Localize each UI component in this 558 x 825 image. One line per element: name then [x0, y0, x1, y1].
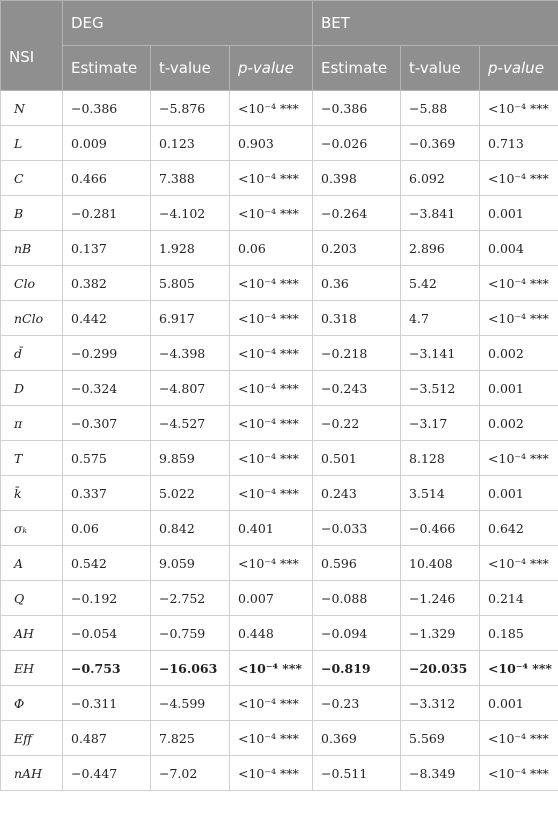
cell-nsi: C	[1, 161, 63, 196]
cell-deg-p: 0.007	[230, 581, 313, 616]
cell-bet-p: 0.001	[480, 686, 558, 721]
cell-bet-t: −3.312	[401, 686, 480, 721]
cell-nsi: d̄	[1, 336, 63, 371]
cell-bet-p: <10⁻⁴ ***	[480, 161, 558, 196]
cell-deg-t: 5.022	[151, 476, 230, 511]
cell-bet-t: −3.141	[401, 336, 480, 371]
cell-bet-est: −0.026	[313, 126, 401, 161]
cell-deg-t: −4.807	[151, 371, 230, 406]
header-group-bet: BET	[313, 1, 558, 46]
cell-deg-est: 0.06	[63, 511, 151, 546]
cell-nsi: B	[1, 196, 63, 231]
cell-bet-est: −0.218	[313, 336, 401, 371]
table-row	[1, 511, 558, 546]
table-row	[1, 686, 558, 721]
cell-bet-t: −20.035	[401, 651, 480, 686]
cell-bet-t: −1.246	[401, 581, 480, 616]
cell-nsi: nAH	[1, 756, 63, 791]
cell-bet-p: 0.002	[480, 336, 558, 371]
cell-nsi: AH	[1, 616, 63, 651]
table-row	[1, 406, 558, 441]
cell-bet-t: −0.466	[401, 511, 480, 546]
cell-deg-p: 0.06	[230, 231, 313, 266]
cell-deg-est: −0.447	[63, 756, 151, 791]
cell-deg-p: <10⁻⁴ ***	[230, 476, 313, 511]
table-row	[1, 301, 558, 336]
cell-bet-t: 6.092	[401, 161, 480, 196]
cell-bet-t: 2.896	[401, 231, 480, 266]
cell-nsi: Q	[1, 581, 63, 616]
cell-nsi: L	[1, 126, 63, 161]
cell-bet-t: −3.841	[401, 196, 480, 231]
cell-deg-t: −5.876	[151, 91, 230, 126]
header-deg-pvalue: p-value	[230, 46, 313, 91]
cell-nsi: A	[1, 546, 63, 581]
cell-bet-t: 8.128	[401, 441, 480, 476]
cell-deg-t: −7.02	[151, 756, 230, 791]
cell-bet-t: 4.7	[401, 301, 480, 336]
cell-deg-t: 7.825	[151, 721, 230, 756]
cell-nsi: T	[1, 441, 63, 476]
cell-bet-est: −0.511	[313, 756, 401, 791]
cell-deg-est: 0.337	[63, 476, 151, 511]
cell-deg-est: 0.009	[63, 126, 151, 161]
cell-deg-t: 9.059	[151, 546, 230, 581]
cell-nsi: D	[1, 371, 63, 406]
cell-deg-p: <10⁻⁴ ***	[230, 406, 313, 441]
cell-nsi: σₖ	[1, 511, 63, 546]
header-deg-estimate: Estimate	[63, 46, 151, 91]
cell-deg-est: −0.307	[63, 406, 151, 441]
cell-bet-est: −0.094	[313, 616, 401, 651]
cell-bet-est: −0.088	[313, 581, 401, 616]
table-row	[1, 126, 558, 161]
cell-bet-p: <10⁻⁴ ***	[480, 266, 558, 301]
table-header	[1, 1, 558, 91]
cell-bet-p: 0.713	[480, 126, 558, 161]
cell-deg-p: 0.448	[230, 616, 313, 651]
cell-deg-p: <10⁻⁴ ***	[230, 756, 313, 791]
cell-deg-est: −0.299	[63, 336, 151, 371]
header-bet-tvalue: t-value	[401, 46, 480, 91]
cell-deg-p: 0.401	[230, 511, 313, 546]
cell-deg-t: −0.759	[151, 616, 230, 651]
cell-bet-t: 5.569	[401, 721, 480, 756]
cell-bet-est: 0.36	[313, 266, 401, 301]
cell-bet-est: −0.243	[313, 371, 401, 406]
cell-bet-p: 0.001	[480, 476, 558, 511]
cell-deg-t: −4.527	[151, 406, 230, 441]
cell-deg-p: <10⁻⁴ ***	[230, 336, 313, 371]
cell-bet-t: 10.408	[401, 546, 480, 581]
cell-deg-p: <10⁻⁴ ***	[230, 161, 313, 196]
table-row	[1, 756, 558, 791]
cell-deg-est: −0.281	[63, 196, 151, 231]
table-row	[1, 371, 558, 406]
cell-deg-p: <10⁻⁴ ***	[230, 266, 313, 301]
cell-bet-p: <10⁻⁴ ***	[480, 301, 558, 336]
header-nsi: NSI	[1, 1, 63, 91]
cell-deg-t: 0.123	[151, 126, 230, 161]
table-row	[1, 581, 558, 616]
cell-deg-est: −0.386	[63, 91, 151, 126]
cell-bet-t: −5.88	[401, 91, 480, 126]
cell-bet-est: 0.369	[313, 721, 401, 756]
cell-deg-est: 0.466	[63, 161, 151, 196]
cell-bet-est: −0.264	[313, 196, 401, 231]
cell-bet-est: −0.819	[313, 651, 401, 686]
table-row	[1, 476, 558, 511]
table-body	[1, 91, 558, 791]
cell-deg-t: −16.063	[151, 651, 230, 686]
table-row	[1, 231, 558, 266]
table-row	[1, 441, 558, 476]
cell-bet-est: −0.386	[313, 91, 401, 126]
cell-deg-est: 0.382	[63, 266, 151, 301]
table-row	[1, 161, 558, 196]
cell-deg-est: 0.137	[63, 231, 151, 266]
table-row	[1, 721, 558, 756]
cell-bet-est: −0.033	[313, 511, 401, 546]
cell-bet-t: −0.369	[401, 126, 480, 161]
cell-deg-t: 7.388	[151, 161, 230, 196]
cell-bet-t: −3.17	[401, 406, 480, 441]
header-deg-tvalue: t-value	[151, 46, 230, 91]
cell-deg-p: <10⁻⁴ ***	[230, 91, 313, 126]
cell-deg-est: 0.542	[63, 546, 151, 581]
cell-deg-p: <10⁻⁴ ***	[230, 721, 313, 756]
table-row	[1, 91, 558, 126]
cell-bet-t: −1.329	[401, 616, 480, 651]
cell-nsi: Clo	[1, 266, 63, 301]
cell-nsi: Eff	[1, 721, 63, 756]
cell-deg-p: <10⁻⁴ ***	[230, 301, 313, 336]
cell-nsi: Φ	[1, 686, 63, 721]
cell-bet-p: <10⁻⁴ ***	[480, 651, 558, 686]
cell-bet-p: <10⁻⁴ ***	[480, 721, 558, 756]
cell-bet-p: 0.004	[480, 231, 558, 266]
header-bet-estimate: Estimate	[313, 46, 401, 91]
cell-bet-t: −8.349	[401, 756, 480, 791]
cell-deg-t: 6.917	[151, 301, 230, 336]
cell-nsi: nB	[1, 231, 63, 266]
cell-bet-p: 0.001	[480, 371, 558, 406]
cell-bet-p: <10⁻⁴ ***	[480, 441, 558, 476]
cell-bet-est: 0.398	[313, 161, 401, 196]
cell-bet-t: 3.514	[401, 476, 480, 511]
cell-deg-t: 9.859	[151, 441, 230, 476]
cell-bet-est: 0.243	[313, 476, 401, 511]
cell-deg-est: 0.442	[63, 301, 151, 336]
cell-deg-p: <10⁻⁴ ***	[230, 686, 313, 721]
cell-bet-est: 0.596	[313, 546, 401, 581]
cell-nsi: EH	[1, 651, 63, 686]
cell-nsi: k̄	[1, 476, 63, 511]
cell-deg-t: 1.928	[151, 231, 230, 266]
cell-bet-t: −3.512	[401, 371, 480, 406]
table-row	[1, 546, 558, 581]
cell-deg-t: −4.599	[151, 686, 230, 721]
cell-deg-est: 0.575	[63, 441, 151, 476]
cell-deg-est: −0.324	[63, 371, 151, 406]
cell-bet-est: 0.318	[313, 301, 401, 336]
cell-deg-p: <10⁻⁴ ***	[230, 546, 313, 581]
cell-bet-t: 5.42	[401, 266, 480, 301]
cell-bet-est: 0.501	[313, 441, 401, 476]
cell-deg-t: −4.102	[151, 196, 230, 231]
cell-deg-est: −0.753	[63, 651, 151, 686]
cell-bet-p: 0.002	[480, 406, 558, 441]
cell-deg-p: <10⁻⁴ ***	[230, 441, 313, 476]
cell-bet-p: 0.214	[480, 581, 558, 616]
cell-nsi: nClo	[1, 301, 63, 336]
cell-bet-est: 0.203	[313, 231, 401, 266]
cell-nsi: N	[1, 91, 63, 126]
table-row	[1, 196, 558, 231]
table-row	[1, 651, 558, 686]
cell-deg-est: −0.054	[63, 616, 151, 651]
cell-deg-t: 5.805	[151, 266, 230, 301]
cell-bet-est: −0.23	[313, 686, 401, 721]
cell-deg-t: −4.398	[151, 336, 230, 371]
table-row	[1, 616, 558, 651]
cell-bet-p: 0.642	[480, 511, 558, 546]
cell-deg-t: −2.752	[151, 581, 230, 616]
cell-bet-est: −0.22	[313, 406, 401, 441]
cell-deg-est: −0.192	[63, 581, 151, 616]
cell-deg-p: 0.903	[230, 126, 313, 161]
cell-bet-p: <10⁻⁴ ***	[480, 91, 558, 126]
header-bet-pvalue: p-value	[480, 46, 558, 91]
cell-bet-p: 0.001	[480, 196, 558, 231]
cell-deg-est: 0.487	[63, 721, 151, 756]
cell-bet-p: <10⁻⁴ ***	[480, 756, 558, 791]
cell-deg-t: 0.842	[151, 511, 230, 546]
cell-deg-est: −0.311	[63, 686, 151, 721]
cell-nsi: π	[1, 406, 63, 441]
table-row	[1, 336, 558, 371]
cell-deg-p: <10⁻⁴ ***	[230, 371, 313, 406]
table-row	[1, 266, 558, 301]
header-group-deg: DEG	[63, 1, 313, 46]
cell-bet-p: <10⁻⁴ ***	[480, 546, 558, 581]
cell-deg-p: <10⁻⁴ ***	[230, 196, 313, 231]
cell-bet-p: 0.185	[480, 616, 558, 651]
cell-deg-p: <10⁻⁴ ***	[230, 651, 313, 686]
